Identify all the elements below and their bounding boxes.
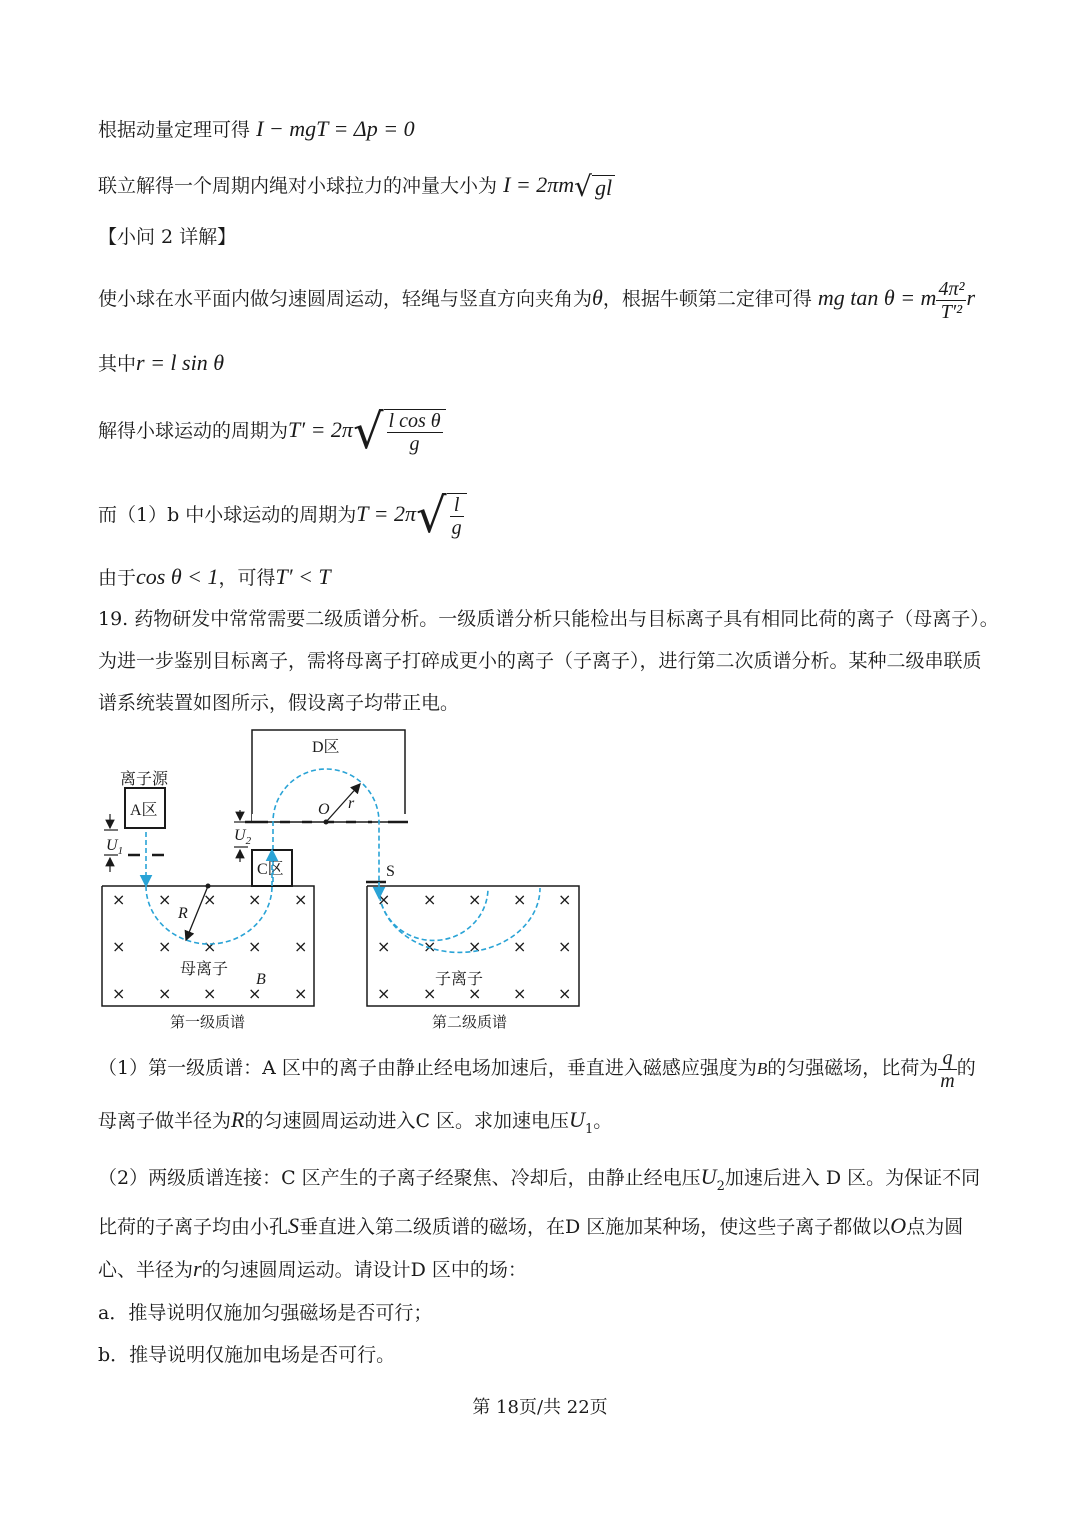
text: 解得小球运动的周期为 — [98, 420, 289, 442]
text: b．推导说明仅施加电场是否可行。 — [98, 1344, 396, 1366]
numerator: l — [450, 494, 464, 517]
problem-paragraph-2 — [98, 649, 982, 673]
svg-text:×: × — [248, 890, 262, 909]
text: 的匀速圆周运动进入C 区。求加速电压 — [244, 1110, 570, 1132]
svg-text:×: × — [558, 937, 572, 956]
symbol-O: O — [890, 1213, 907, 1238]
svg-text:×: × — [294, 890, 308, 909]
text: 垂直进入第二级质谱的磁场，在D 区施加某种场，使这些子离子都做以 — [299, 1216, 891, 1238]
text: a．推导说明仅施加匀强磁场是否可行； — [98, 1302, 433, 1324]
problem-paragraph-3 — [98, 691, 459, 715]
svg-text:×: × — [112, 937, 126, 956]
a-zone-label: A区 — [130, 802, 158, 819]
radius-r-arrow — [326, 784, 360, 822]
solution-line-7 — [98, 482, 467, 547]
svg-text:×: × — [558, 890, 572, 909]
question-2-line-2 — [98, 1214, 963, 1239]
symbol-U: U — [569, 1107, 585, 1132]
theta: θ — [592, 285, 603, 310]
text: 其中 — [98, 353, 137, 375]
equation: r = l sin θ — [136, 350, 225, 375]
svg-text:×: × — [203, 890, 217, 909]
equation: I − mgT = Δp = 0 — [256, 116, 415, 141]
section-heading — [98, 225, 236, 249]
svg-text:×: × — [513, 937, 527, 956]
question-1-line-2 — [98, 1108, 612, 1136]
r-label: r — [348, 795, 355, 812]
numerator: l cos θ — [388, 410, 441, 432]
o-label: O — [318, 801, 330, 818]
symbol-S: S — [288, 1213, 300, 1238]
svg-text:×: × — [112, 890, 126, 909]
svg-text:×: × — [513, 890, 527, 909]
text: 根据动量定理可得 — [98, 119, 251, 141]
equation-radicand: gl — [592, 175, 615, 200]
stage2-caption: 第二级质谱 — [432, 1013, 508, 1031]
text: 的匀速圆周运动。请设计D 区中的场： — [201, 1259, 527, 1281]
svg-text:×: × — [513, 984, 527, 1003]
text: ，根据牛顿第二定律可得 — [602, 288, 812, 310]
solution-line-5 — [98, 351, 224, 376]
svg-text:×: × — [203, 984, 217, 1003]
question-2-line-1 — [98, 1165, 980, 1193]
text: 19. 药物研发中常常需要二级质谱分析。一级质谱分析只能检出与目标离子具有相同比荷的离子（母离子）。 — [98, 608, 999, 630]
text: 。 — [593, 1110, 613, 1132]
symbol-B: B — [756, 1059, 768, 1078]
text: 谱系统装置如图所示，假设离子均带正电。 — [98, 692, 460, 714]
subscript: 2 — [716, 1179, 725, 1194]
text: 由于 — [98, 567, 137, 589]
svg-text:×: × — [294, 937, 308, 956]
radius-R-arrow — [186, 886, 208, 940]
question-2-line-3 — [98, 1257, 527, 1282]
ion-source-label: 离子源 — [120, 771, 169, 788]
svg-text:×: × — [203, 937, 217, 956]
equation: T′ = 2π — [288, 417, 353, 442]
symbol-R: R — [231, 1107, 245, 1132]
mass-spectrometer-diagram — [90, 722, 600, 1042]
solution-line-4 — [98, 276, 975, 323]
symbol-U: U — [700, 1164, 717, 1189]
text: 而（1）b 中小球运动的周期为 — [98, 504, 357, 526]
stage1-field-marks — [112, 890, 307, 1003]
text: 比荷的子离子均由小孔 — [98, 1216, 289, 1238]
sub-question-a — [98, 1301, 432, 1325]
sub-question-b — [98, 1343, 395, 1367]
fraction — [384, 409, 446, 455]
solution-line-8 — [98, 565, 331, 590]
equation: T = 2π — [356, 501, 417, 526]
svg-text:×: × — [248, 937, 262, 956]
text: 心、半径为 — [98, 1259, 194, 1281]
text: 联立解得一个周期内绳对小球拉力的冲量大小为 — [98, 175, 498, 197]
text: 点为圆 — [906, 1216, 964, 1238]
d-zone-path — [273, 769, 379, 882]
sqrt-symbol: √ — [574, 170, 592, 203]
symbol-r: r — [193, 1256, 202, 1281]
c-zone-label: C区 — [257, 861, 284, 878]
s-label: S — [386, 863, 395, 880]
equation: cos θ < 1 — [136, 564, 219, 589]
equation: I = 2πm — [503, 172, 575, 197]
svg-text:×: × — [377, 984, 391, 1003]
text: 母离子做半径为 — [98, 1110, 232, 1132]
subscript: 1 — [584, 1122, 594, 1137]
svg-text:×: × — [558, 984, 572, 1003]
stage1-caption: 第一级质谱 — [170, 1013, 246, 1031]
solution-line-1 — [98, 117, 415, 142]
R-label: R — [178, 905, 188, 922]
text: 的 — [956, 1057, 976, 1079]
u2-label: $U_2$ — [234, 827, 252, 847]
child-ion-label: 子离子 — [435, 971, 484, 988]
d-zone-label: D区 — [312, 739, 340, 756]
equation: mg tan θ = m — [817, 285, 937, 310]
u1-label: $U_1$ — [106, 837, 124, 857]
solution-line-2 — [98, 170, 615, 203]
svg-text:×: × — [468, 937, 482, 956]
parent-ion-label: 母离子 — [180, 961, 229, 978]
svg-text:×: × — [423, 937, 437, 956]
numerator: 4π² — [938, 277, 965, 300]
heading-text: 【小问 2 详解】 — [98, 226, 237, 248]
svg-text:×: × — [423, 984, 437, 1003]
svg-text:×: × — [468, 890, 482, 909]
svg-text:×: × — [423, 890, 437, 909]
text: 为进一步鉴别目标离子，需将母离子打碎成更小的离子（子离子），进行第二次质谱分析。某种二级串联质 — [98, 650, 982, 672]
text: 使小球在水平面内做匀速圆周运动，轻绳与竖直方向夹角为 — [98, 288, 593, 310]
text: ，可得 — [218, 567, 276, 589]
text: 加速后进入 D 区。为保证不同 — [724, 1167, 981, 1189]
charge-mass-fraction — [938, 1047, 956, 1092]
svg-text:×: × — [158, 890, 172, 909]
solution-line-6 — [98, 398, 446, 463]
fraction — [447, 493, 467, 539]
B-label: B — [256, 971, 266, 988]
fraction — [936, 278, 966, 323]
sqrt-symbol: √ — [352, 404, 384, 460]
svg-text:×: × — [294, 984, 308, 1003]
svg-text:×: × — [158, 984, 172, 1003]
sqrt-symbol: √ — [416, 488, 447, 544]
numerator: q — [938, 1047, 956, 1070]
svg-text:×: × — [112, 984, 126, 1003]
text: （2）两级质谱连接：C 区产生的子离子经聚焦、冷却后，由静止经电压 — [98, 1167, 701, 1189]
svg-text:×: × — [468, 984, 482, 1003]
text: 的匀强磁场，比荷为 — [767, 1057, 939, 1079]
svg-text:×: × — [377, 937, 391, 956]
denominator: g — [451, 517, 462, 539]
question-1-line-1 — [98, 1044, 976, 1093]
equation: T′ < T — [275, 564, 331, 589]
denominator: T′² — [940, 300, 963, 323]
problem-paragraph-1 — [98, 607, 999, 631]
radius-symbol: r — [966, 285, 976, 310]
text: （1）第一级质谱：A 区中的离子由静止经电场加速后，垂直进入磁感应强度为 — [98, 1057, 757, 1079]
svg-text:×: × — [248, 984, 262, 1003]
svg-text:×: × — [158, 937, 172, 956]
denominator: g — [409, 433, 420, 455]
svg-text:×: × — [377, 890, 391, 909]
page-footer: 第 18页/共 22页 — [472, 1397, 608, 1418]
denominator: m — [940, 1069, 955, 1092]
